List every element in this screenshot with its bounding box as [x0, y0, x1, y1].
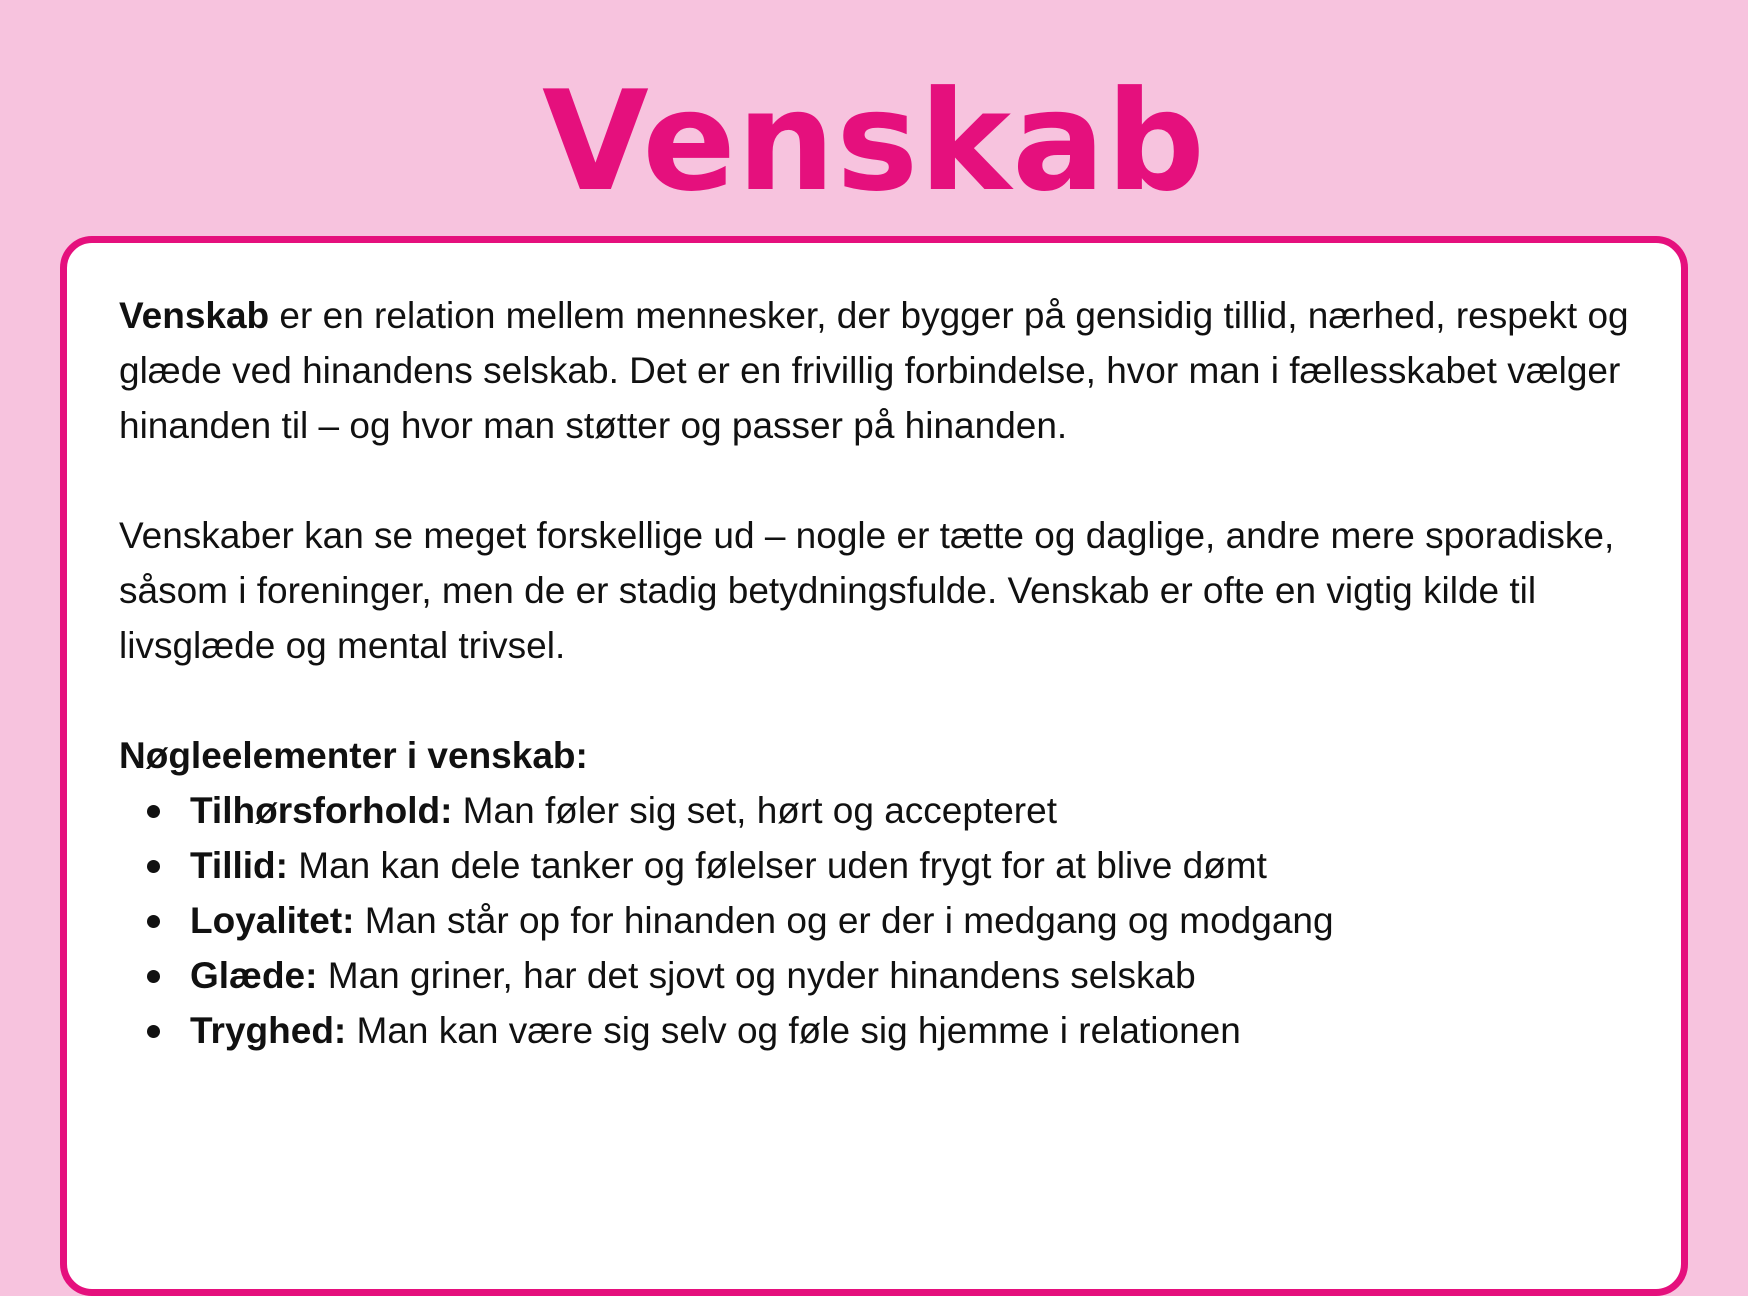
list-item-label: Glæde:: [190, 955, 318, 996]
bullet-icon: [147, 1025, 160, 1038]
bullet-icon: [147, 860, 160, 873]
page-title: Venskab: [542, 61, 1206, 222]
paragraph-spacer: [119, 673, 1639, 728]
list-item-text: Man står op for hinanden og er der i medgang og modgang: [354, 900, 1334, 941]
bullet-icon: [147, 805, 160, 818]
intro-text: er en relation mellem mennesker, der bygger på gensidig tillid, nærhed, respekt og glæde ved hinandens selskab. Det er en frivillig forbindelse, hvor man i fællesskabet vælger hinanden til – og hvor man støtter og passer på hinanden.: [119, 295, 1629, 446]
list-item-label: Tryghed:: [190, 1010, 347, 1051]
content-body: [119, 288, 1639, 1058]
elements-heading: Nøgleelementer i venskab:: [119, 735, 588, 776]
list-item-text: Man griner, har det sjovt og nyder hinandens selskab: [317, 955, 1196, 996]
list-item-text: Man kan være sig selv og føle sig hjemme i relationen: [346, 1010, 1241, 1051]
second-paragraph: Venskaber kan se meget forskellige ud – nogle er tætte og daglige, andre mere sporadiske, såsom i foreninger, men de er stadig betydningsfulde. Venskab er ofte en vigtig kilde til livsglæde og mental trivsel.: [119, 515, 1615, 666]
list-item: [119, 838, 1639, 893]
list-item: [119, 893, 1639, 948]
list-item: [119, 1003, 1639, 1058]
bullet-icon: [147, 915, 160, 928]
list-item: [119, 783, 1639, 838]
bullet-icon: [147, 970, 160, 983]
intro-term: Venskab: [119, 295, 270, 336]
elements-list: [119, 783, 1639, 1058]
intro-paragraph: [119, 288, 1639, 453]
paragraph-spacer: [119, 453, 1639, 508]
list-item: [119, 948, 1639, 1003]
list-item-label: Tillid:: [190, 845, 288, 886]
list-item-label: Tilhørsforhold:: [190, 790, 453, 831]
list-item-text: Man føler sig set, hørt og accepteret: [452, 790, 1057, 831]
list-item-label: Loyalitet:: [190, 900, 355, 941]
list-item-text: Man kan dele tanker og følelser uden frygt for at blive dømt: [287, 845, 1267, 886]
